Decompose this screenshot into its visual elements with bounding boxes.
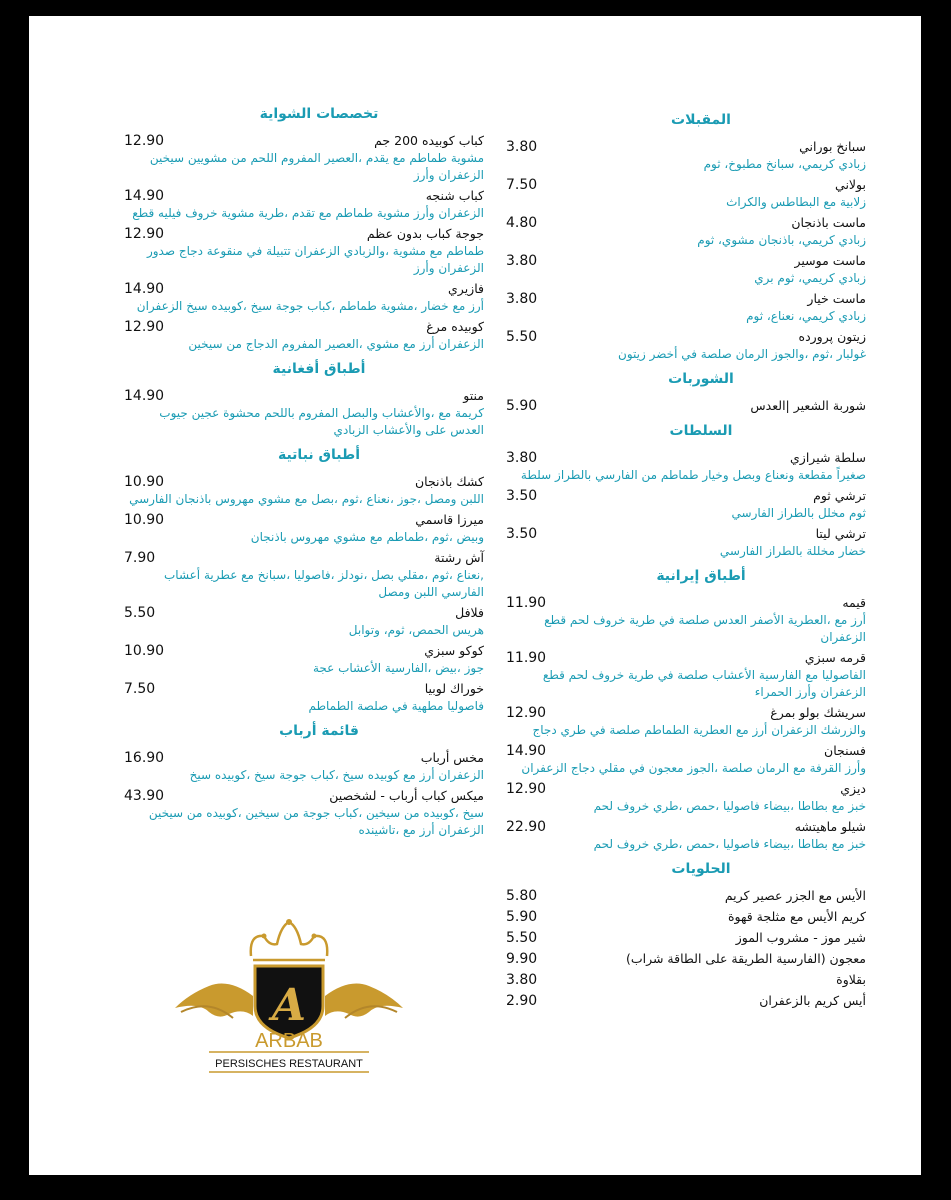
menu-item-price: 3.80 <box>506 139 538 155</box>
menu-item <box>506 214 866 249</box>
menu-item-name: فسنجان <box>824 743 866 758</box>
menu-item-name: جوجة كباب بدون عظم <box>366 226 484 241</box>
menu-item-description: خبز مع بطاطا ،بيضاء فاصوليا ،حمص ،طري خروف لحم <box>593 799 866 813</box>
menu-item <box>506 992 866 1010</box>
menu-item-description: مشوية طماطم مع يقدم ،العصير المفروم اللحم من مشويين سيخين الزعفران وأرز <box>149 151 484 182</box>
menu-item-price: 9.90 <box>506 951 538 967</box>
menu-item-price: 12.90 <box>124 133 165 149</box>
logo-monogram: A <box>271 980 307 1031</box>
menu-item-name: ديزي <box>840 781 866 796</box>
menu-item-name: فازيري <box>448 281 484 296</box>
menu-item-name: مخس أرباب <box>420 750 484 765</box>
menu-item-name: ميكس كباب أرباب - لشخصين <box>329 788 484 803</box>
menu-item <box>124 473 484 508</box>
section-title: أطباق إيرانية <box>656 568 746 584</box>
menu-item-price: 5.90 <box>506 398 538 414</box>
menu-item-description: هريس الحمص، ثوم، وتوابل <box>348 623 484 637</box>
menu-item <box>506 908 866 926</box>
menu-item-name: كريم الأيس مع مثلجة قهوة <box>727 909 866 924</box>
section-title: أطباق نباتية <box>277 447 361 463</box>
menu-item-price: 12.90 <box>506 781 547 797</box>
menu-item-price: 14.90 <box>124 281 165 297</box>
menu-item <box>506 487 866 522</box>
menu-item <box>506 176 866 211</box>
menu-item <box>124 225 484 277</box>
menu-item-description: جوز ،بيض ،الفارسية الأعشاب عجة <box>312 661 484 675</box>
menu-item <box>506 704 866 739</box>
menu-item <box>506 742 866 777</box>
menu-item <box>124 187 484 222</box>
menu-item-price: 16.90 <box>124 750 165 766</box>
menu-item-name: سريشك بولو بمرغ <box>770 705 866 720</box>
menu-item-name: آش رشتة <box>434 550 484 565</box>
menu-item <box>506 138 866 173</box>
menu-item <box>506 950 866 968</box>
menu-column-right <box>506 104 866 1013</box>
menu-item-name: بقلاوة <box>836 972 866 987</box>
menu-item-description: زبادي كريمي، نعناع، ثوم <box>746 309 866 323</box>
menu-item <box>124 787 484 839</box>
menu-item-name: معجون (الفارسية الطريقة على الطاقة شراب) <box>625 951 866 966</box>
menu-item-description: زبادي كريمي، ثوم بري <box>754 271 866 285</box>
section-title: السلطات <box>669 423 733 439</box>
menu-item-name: ترشي ثوم <box>813 488 866 503</box>
menu-item-price: 5.50 <box>506 930 538 946</box>
menu-item-name: شوربة الشعير |العدس <box>750 398 866 413</box>
menu-item <box>124 680 484 715</box>
menu-item-name: خوراك لوبيا <box>424 681 484 696</box>
section-title: الحلويات <box>671 861 731 877</box>
menu-column-left <box>124 98 484 842</box>
menu-item <box>506 971 866 989</box>
section-title: أطباق أفغانية <box>272 361 366 377</box>
menu-item <box>506 929 866 947</box>
menu-item-price: 7.90 <box>124 550 156 566</box>
menu-item-name: زيتون پرورده <box>798 329 866 344</box>
arbab-logo <box>169 916 409 1076</box>
menu-item-description: ,نعناع ،ثوم ،مقلي بصل ،نودلز ،فاصوليا ،سبانخ مع عطرية أعشاب الفارسي اللبن ومصل <box>163 568 484 599</box>
menu-item-name: شيلو ماهيتشه <box>794 819 866 834</box>
menu-item-price: 3.80 <box>506 972 538 988</box>
menu-item-price: 10.90 <box>124 474 165 490</box>
section-title: الشوربات <box>668 371 734 387</box>
menu-item-description: الفاصوليا مع الفارسية الأعشاب صلصة في طرية خروف لحم قطع الزعفران وأرز الحمراء <box>542 668 866 699</box>
menu-item-name: فلافل <box>455 605 484 620</box>
menu-item <box>506 818 866 853</box>
menu-item-name: ماست باذنجان <box>791 215 866 230</box>
menu-item-name: قيمه <box>842 595 866 610</box>
menu-item-price: 5.50 <box>124 605 156 621</box>
menu-item-name: كشك باذنجان <box>414 474 484 489</box>
menu-item-description: خضار مخللة بالطراز الفارسي <box>719 544 866 558</box>
menu-item <box>124 132 484 184</box>
menu-item-price: 5.50 <box>506 329 538 345</box>
menu-item <box>124 318 484 353</box>
menu-item-description: الزعفران أرز مع كوبيده سيخ ،كباب جوجة سيخ ،كوبيده سيخ <box>189 768 484 782</box>
menu-item-name: ميرزا قاسمي <box>415 512 484 527</box>
menu-item-price: 3.80 <box>506 291 538 307</box>
menu-item <box>506 887 866 905</box>
menu-item <box>124 280 484 315</box>
menu-item <box>124 604 484 639</box>
section-title: تخصصات الشواية <box>259 106 379 122</box>
menu-item-description: والزرشك الزعفران أرز مع العطرية الطماطم صلصة في طري دجاج <box>532 723 866 737</box>
menu-item-price: 3.50 <box>506 526 538 542</box>
menu-item-price: 10.90 <box>124 512 165 528</box>
menu-item-description: زلابية مع البطاطس والكراث <box>726 195 866 209</box>
brand-subtitle: PERSISCHES RESTAURANT <box>215 1058 363 1070</box>
menu-item-name: كوبيده مرغ <box>426 319 484 334</box>
menu-item-name: الأيس مع الجزر عصير كريم <box>724 888 866 903</box>
logo-crest-icon <box>169 916 409 1076</box>
section-title: قائمة أرباب <box>279 723 359 739</box>
menu-item-name: منتو <box>463 388 484 403</box>
menu-item-price: 43.90 <box>124 788 165 804</box>
menu-item <box>124 749 484 784</box>
menu-page <box>29 16 921 1175</box>
menu-item <box>506 252 866 287</box>
menu-item-description: فاصوليا مطهية في صلصة الطماطم <box>308 699 484 713</box>
menu-item-description: ثوم مخلل بالطراز الفارسي <box>731 506 866 520</box>
menu-item-price: 3.80 <box>506 253 538 269</box>
menu-item <box>506 449 866 484</box>
menu-item-price: 14.90 <box>124 388 165 404</box>
menu-item <box>124 642 484 677</box>
menu-item-name: سلطة شيرازي <box>790 450 866 465</box>
menu-item-name: قرمه سبزي <box>804 650 866 665</box>
menu-item-description: غولبار ،ثوم ،والجوز الرمان صلصة في أخضر زيتون <box>618 347 866 361</box>
menu-item-description: صغيراً مقطعة ونعناع وبصل وخيار طماطم من الفارسي بالطراز سلطة <box>520 468 866 482</box>
menu-item-name: كباب شنجه <box>425 188 484 203</box>
menu-item-price: 14.90 <box>506 743 547 759</box>
menu-item-price: 12.90 <box>124 319 165 335</box>
menu-item <box>124 387 484 439</box>
menu-item-name: شير موز - مشروب الموز <box>735 930 866 945</box>
menu-item <box>124 549 484 601</box>
menu-item-description: الزعفران وأرز مشوية طماطم مع تقدم ،طرية مشوية خروف فيليه قطع <box>132 206 484 220</box>
menu-item-price: 11.90 <box>506 595 547 611</box>
menu-item-price: 5.80 <box>506 888 538 904</box>
menu-item-description: زبادي كريمي، سبانخ مطبوخ، ثوم <box>703 157 866 171</box>
menu-item-name: كباب كوبيده 200 جم <box>374 133 484 148</box>
menu-item <box>506 290 866 325</box>
menu-item-price: 3.80 <box>506 450 538 466</box>
menu-item-price: 3.50 <box>506 488 538 504</box>
menu-item-name: ترشي ليتا <box>815 526 866 541</box>
menu-item-name: بولاني <box>835 177 866 192</box>
menu-item-price: 12.90 <box>506 705 547 721</box>
menu-item-price: 12.90 <box>124 226 165 242</box>
menu-item-name: سبانخ بوراني <box>799 139 866 154</box>
menu-item-price: 7.50 <box>506 177 538 193</box>
menu-item-price: 11.90 <box>506 650 547 666</box>
section-title: المقبلات <box>671 112 731 128</box>
menu-item-name: كوكو سبزي <box>424 643 484 658</box>
menu-item-name: ماست خيار <box>807 291 866 306</box>
menu-item-price: 7.50 <box>124 681 156 697</box>
menu-item-description: اللبن ومصل ،جوز ،نعناع ،ثوم ،بصل مع مشوي مهروس باذنجان الفارسي <box>129 492 484 506</box>
menu-item-description: طماطم مع مشوية ،والزبادي الزعفران تتبيلة في منقوعة دجاج صدور الزعفران وأرز <box>146 244 484 275</box>
menu-item-description: خبز مع بطاطا ،بيضاء فاصوليا ،حمص ،طري خروف لحم <box>593 837 866 851</box>
menu-item <box>124 511 484 546</box>
menu-item <box>506 397 866 415</box>
menu-item-price: 22.90 <box>506 819 547 835</box>
menu-item-price: 5.90 <box>506 909 538 925</box>
menu-item-price: 2.90 <box>506 993 538 1009</box>
menu-item-description: أرز مع خضار ،مشوية طماطم ،كباب جوجة سيخ ،كوبيده سيخ الزعفران <box>136 299 484 313</box>
menu-item <box>506 649 866 701</box>
menu-item-description: الزعفران أرز مع مشوي ،العصير المفروم الدجاج من سيخين <box>188 337 484 351</box>
menu-item-description: زبادي كريمي، باذنجان مشوي، ثوم <box>697 233 866 247</box>
menu-item-price: 10.90 <box>124 643 165 659</box>
menu-item-price: 14.90 <box>124 188 165 204</box>
menu-item <box>506 525 866 560</box>
menu-item-description: أرز مع ،العطرية الأصفر العدس صلصة في طرية خروف لحم قطع الزعفران <box>544 613 866 644</box>
menu-item <box>506 328 866 363</box>
menu-item <box>506 594 866 646</box>
menu-item-price: 4.80 <box>506 215 538 231</box>
menu-item-description: كريمة مع ،والأعشاب والبصل المفروم باللحم محشوة عجين جيوب العدس على والأعشاب الزبادي <box>159 406 484 437</box>
menu-item-description: سيخ ،كوبيده من سيخين ،كباب جوجة من سيخين ،كوبيده من سيخين الزعفران أرز مع ،تاشينده <box>148 806 484 837</box>
menu-item <box>506 780 866 815</box>
menu-item-name: ماست موسير <box>794 253 866 268</box>
menu-item-description: وأرز القرفة مع الرمان صلصة ،الجوز معجون في مقلي دجاج الزعفران <box>521 761 866 775</box>
brand-name: ARBAB <box>255 1030 323 1052</box>
menu-item-name: أيس كريم بالزعفران <box>759 993 866 1008</box>
menu-item-description: وبيض ،ثوم ،طماطم مع مشوي مهروس باذنجان <box>250 530 484 544</box>
